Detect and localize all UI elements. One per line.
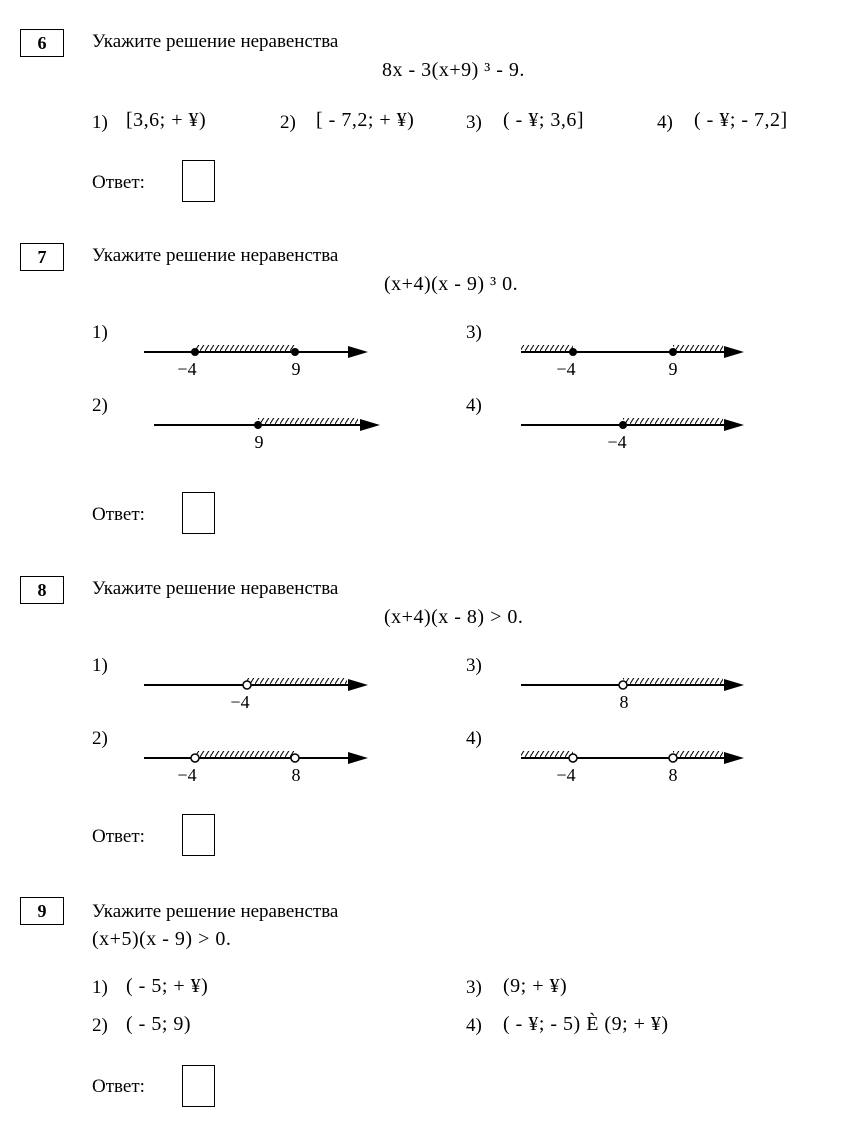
hatched-region [195, 751, 295, 757]
open-point [243, 681, 251, 689]
open-point [191, 754, 199, 762]
answer-label: Ответ: [92, 826, 145, 847]
option-interval: ( - ¥; - 5) È (9; + ¥) [503, 1013, 669, 1035]
point-label: −4 [177, 765, 197, 785]
option-label: 1) [92, 655, 108, 676]
answer-input[interactable] [182, 814, 215, 856]
task-prompt: Укажите решение неравенства [92, 245, 339, 266]
option-label: 4) [466, 395, 482, 416]
point-label: 9 [254, 432, 264, 452]
hatched-region [247, 678, 347, 684]
number-line [140, 668, 380, 714]
task-prompt: Укажите решение неравенства [92, 578, 339, 599]
option-label: 3) [466, 322, 482, 343]
number-line [515, 335, 755, 381]
option-interval: (9; + ¥) [503, 975, 568, 997]
arrow-head-icon [348, 752, 368, 764]
hatched-region [623, 678, 723, 684]
option-interval: ( - 5; 9) [126, 1013, 192, 1035]
task-number: 7 [20, 243, 64, 271]
option-label: 2) [92, 728, 108, 749]
answer-label: Ответ: [92, 1076, 145, 1097]
number-line [515, 741, 755, 787]
answer-input[interactable] [182, 160, 215, 202]
closed-point [669, 348, 677, 356]
number-line [515, 408, 755, 454]
option-interval: [ - 7,2; + ¥) [316, 109, 415, 131]
option-label: 1) [92, 977, 108, 998]
hatched-region [521, 345, 573, 351]
point-label: 9 [668, 359, 678, 379]
arrow-head-icon [348, 346, 368, 358]
hatched-region [623, 418, 723, 424]
arrow-head-icon [348, 679, 368, 691]
answer-label: Ответ: [92, 172, 145, 193]
option-interval: ( - 5; + ¥) [126, 975, 209, 997]
inequality-formula: (x+4)(x - 8) > 0. [384, 606, 524, 628]
hatched-region [673, 345, 723, 351]
number-line [140, 741, 380, 787]
option-label: 4) [466, 1015, 482, 1036]
point-label: 8 [291, 765, 301, 785]
answer-label: Ответ: [92, 504, 145, 525]
answer-input[interactable] [182, 492, 215, 534]
option-interval: [3,6; + ¥) [126, 109, 207, 131]
task-prompt: Укажите решение неравенства [92, 901, 339, 922]
hatched-region [673, 751, 723, 757]
option-label: 4) [657, 112, 673, 133]
open-point [291, 754, 299, 762]
point-label: 9 [291, 359, 301, 379]
arrow-head-icon [724, 752, 744, 764]
task-number: 6 [20, 29, 64, 57]
inequality-formula: (x+4)(x - 9) ³ 0. [384, 273, 519, 295]
answer-input[interactable] [182, 1065, 215, 1107]
task-number: 8 [20, 576, 64, 604]
option-label: 1) [92, 112, 108, 133]
hatched-region [195, 345, 295, 351]
arrow-head-icon [360, 419, 380, 431]
closed-point [191, 348, 199, 356]
open-point [619, 681, 627, 689]
number-line [140, 335, 380, 381]
hatched-region [521, 751, 573, 757]
option-label: 2) [280, 112, 296, 133]
closed-point [619, 421, 627, 429]
option-label: 2) [92, 395, 108, 416]
option-label: 1) [92, 322, 108, 343]
open-point [569, 754, 577, 762]
arrow-head-icon [724, 679, 744, 691]
inequality-formula: (x+5)(x - 9) > 0. [92, 928, 232, 950]
option-interval: ( - ¥; - 7,2] [694, 109, 788, 131]
option-label: 2) [92, 1015, 108, 1036]
inequality-formula: 8x - 3(x+9) ³ - 9. [382, 59, 525, 81]
task-number: 9 [20, 897, 64, 925]
point-label: 8 [668, 765, 678, 785]
number-line [150, 408, 390, 454]
closed-point [291, 348, 299, 356]
hatched-region [258, 418, 358, 424]
task-prompt: Укажите решение неравенства [92, 31, 339, 52]
closed-point [254, 421, 262, 429]
point-label: −4 [607, 432, 627, 452]
point-label: −4 [230, 692, 250, 712]
point-label: −4 [556, 359, 576, 379]
option-label: 3) [466, 655, 482, 676]
point-label: 8 [619, 692, 629, 712]
option-interval: ( - ¥; 3,6] [503, 109, 585, 131]
option-label: 3) [466, 112, 482, 133]
number-line [515, 668, 755, 714]
option-label: 4) [466, 728, 482, 749]
point-label: −4 [556, 765, 576, 785]
closed-point [569, 348, 577, 356]
arrow-head-icon [724, 419, 744, 431]
option-label: 3) [466, 977, 482, 998]
open-point [669, 754, 677, 762]
point-label: −4 [177, 359, 197, 379]
arrow-head-icon [724, 346, 744, 358]
